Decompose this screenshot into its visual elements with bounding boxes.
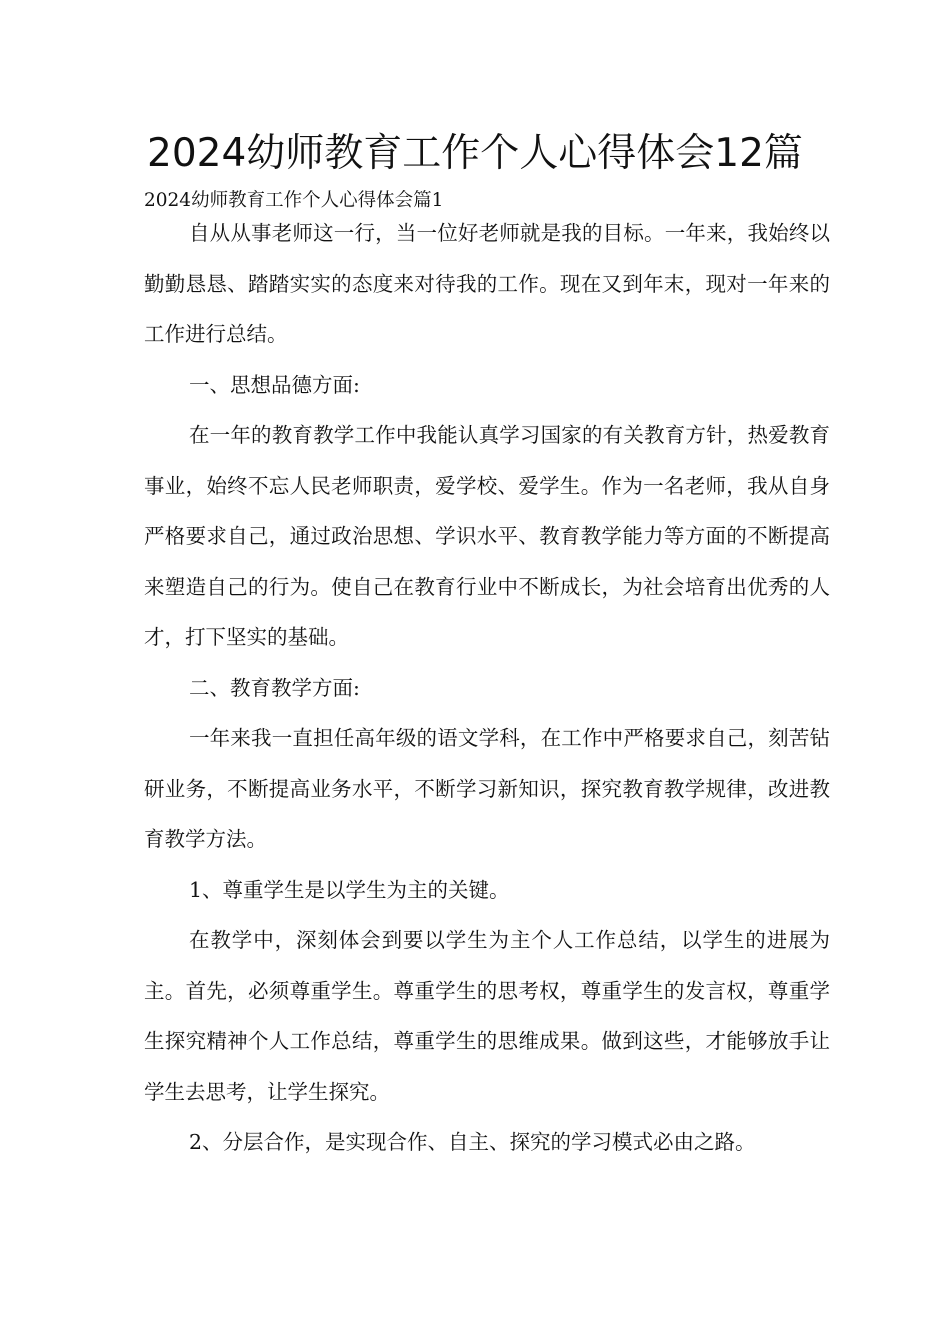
paragraph-point-1: 1、尊重学生是以学生为主的关键。 <box>189 877 510 902</box>
paragraph-intro: 自从从事老师这一行，当一位好老师就是我的目标。一年来，我始终以勤勤恳恳、踏踏实实的态度来对待我的工作。现在又到年末，现对一年来的工作进行总结。 <box>144 221 830 346</box>
paragraph-heading-ideology: 一、思想品德方面: <box>189 372 360 397</box>
paragraph-teaching: 一年来我一直担任高年级的语文学科，在工作中严格要求自己，刻苦钻研业务，不断提高业务水平，不断学习新知识，探究教育教学规律，改进教育教学方法。 <box>144 726 830 851</box>
paragraph-heading-teaching: 二、教育教学方面: <box>189 675 360 700</box>
section-heading: 2024幼师教育工作个人心得体会篇1 <box>144 190 444 211</box>
paragraph-point-2: 2、分层合作，是实现合作、自主、探究的学习模式必由之路。 <box>189 1130 756 1154</box>
paragraph-respect-students: 在教学中，深刻体会到要以学生为主个人工作总结，以学生的进展为主。首先，必须尊重学生。尊重学生的思考权，尊重学生的发言权，尊重学生探究精神个人工作总结，尊重学生的思维成果。做到这些，才能够放手让学生去思考，让学生探究。 <box>144 928 830 1104</box>
paragraph-ideology: 在一年的教育教学工作中我能认真学习国家的有关教育方针，热爱教育事业，始终不忘人民老师职责，爱学校、爱学生。作为一名老师，我从自身严格要求自己，通过政治思想、学识水平、教育教学能力等方面的不断提高来塑造自己的行为。使自己在教育行业中不断成长，为社会培育出优秀的人才，打下坚实的基础。 <box>144 423 830 649</box>
document-body <box>144 208 830 1168</box>
document-title: 2024幼师教育工作个人心得体会12篇 <box>147 131 803 176</box>
